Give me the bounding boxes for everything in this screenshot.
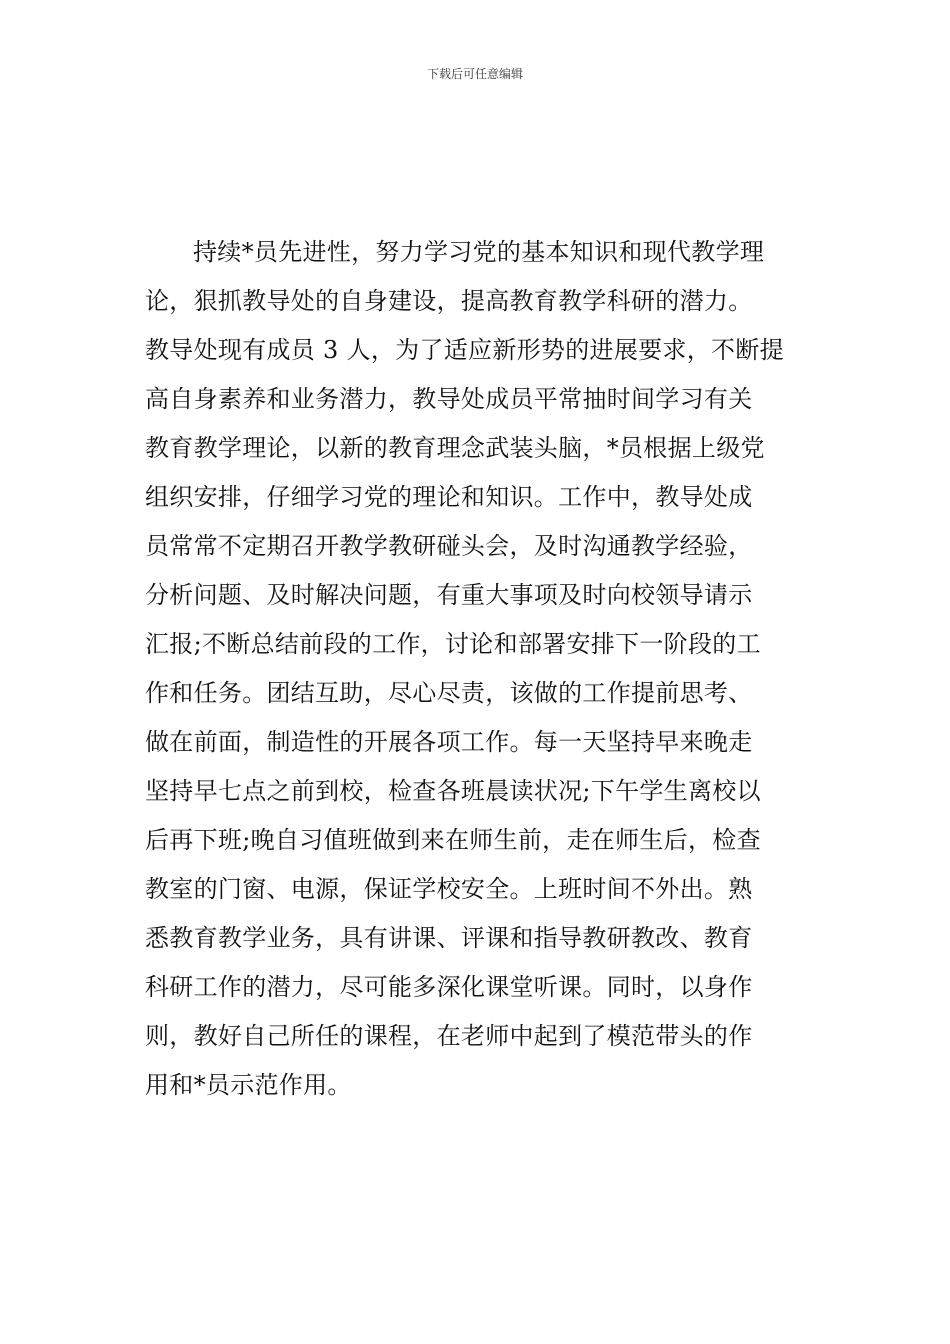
paragraph-line: 员常常不定期召开教学教研碰头会，及时沟通教学经验，	[145, 532, 753, 560]
page-header: 下载后可任意编辑	[426, 67, 523, 81]
paragraph-line: 坚持早七点之前到校，检查各班晨读状况;下午学生离校以	[145, 777, 761, 805]
paragraph-line: 论，狠抓教导处的自身建设，提高教育教学科研的潜力。	[145, 287, 753, 315]
paragraph-line: 组织安排，仔细学习党的理论和知识。工作中，教导处成	[145, 483, 753, 511]
paragraph-line: 教导处现有成员 3 人，为了适应新形势的进展要求，不断提	[145, 336, 784, 364]
paragraph-line: 后再下班;晚自习值班做到来在师生前，走在师生后，检查	[145, 826, 761, 854]
paragraph-line: 科研工作的潜力，尽可能多深化课堂听课。同时，以身作	[145, 973, 753, 1001]
paragraph-line: 分析问题、及时解决问题，有重大事项及时向校领导请示	[145, 581, 753, 609]
paragraph-line: 做在前面，制造性的开展各项工作。每一天坚持早来晚走	[145, 728, 753, 756]
body-paragraph	[145, 228, 805, 1110]
paragraph-line: 高自身素养和业务潜力，教导处成员平常抽时间学习有关	[145, 385, 753, 413]
paragraph-line: 教室的门窗、电源，保证学校安全。上班时间不外出。熟	[145, 875, 753, 903]
paragraph-line: 持续*员先进性，努力学习党的基本知识和现代教学理	[193, 238, 765, 266]
paragraph-line: 作和任务。团结互助，尽心尽责，该做的工作提前思考、	[145, 679, 753, 707]
paragraph-line: 教育教学理论，以新的教育理念武装头脑，*员根据上级党	[145, 434, 765, 462]
paragraph-line: 用和*员示范作用。	[145, 1071, 352, 1099]
paragraph-line: 悉教育教学业务，具有讲课、评课和指导教研教改、教育	[145, 924, 753, 952]
paragraph-line: 汇报;不断总结前段的工作，讨论和部署安排下一阶段的工	[145, 630, 761, 658]
paragraph-line: 则，教好自己所任的课程，在老师中起到了模范带头的作	[145, 1022, 753, 1050]
